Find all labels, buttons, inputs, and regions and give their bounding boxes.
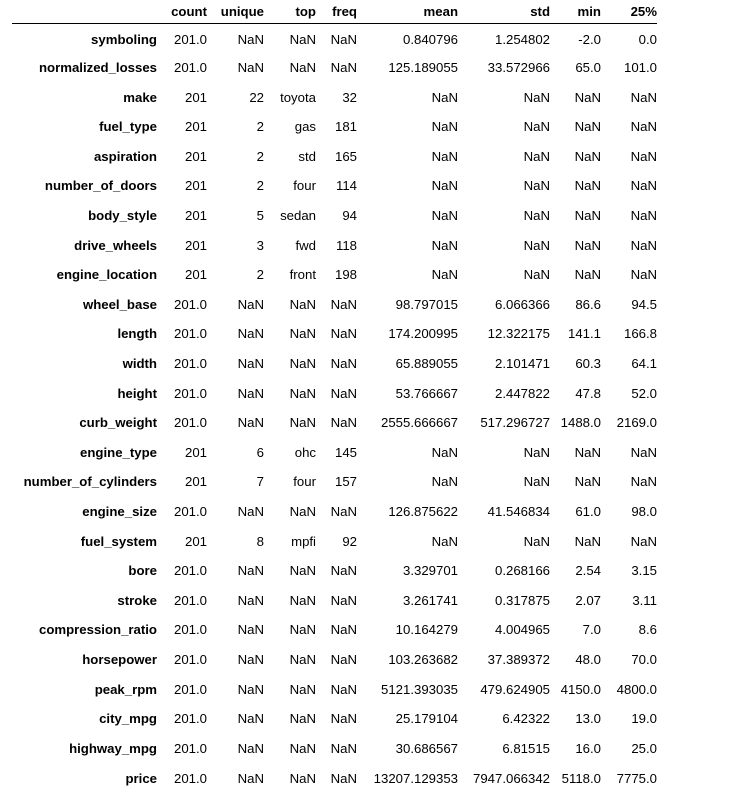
table-cell: 65.0: [575, 59, 601, 75]
table-cell: NaN: [289, 563, 316, 579]
table-cell: 7947.066342: [472, 770, 550, 786]
table-row: [12, 319, 657, 349]
table-cell: NaN: [523, 148, 550, 164]
table-cell: 201: [184, 237, 207, 253]
table-cell: 25.0: [631, 740, 657, 756]
table-cell: NaN: [237, 740, 264, 756]
table-cell: NaN: [431, 237, 458, 253]
table-cell: 13207.129353: [373, 770, 458, 786]
table-cell: NaN: [431, 148, 458, 164]
table-cell: 6.066366: [494, 296, 550, 312]
table-cell: NaN: [330, 740, 357, 756]
table-body: [12, 23, 657, 793]
row-index-label: stroke: [117, 592, 157, 608]
table-row: [12, 349, 657, 379]
table-cell: NaN: [431, 207, 458, 223]
row-index-label: engine_type: [80, 444, 157, 460]
table-cell: NaN: [523, 89, 550, 105]
table-cell: NaN: [289, 356, 316, 371]
table-cell: 8: [256, 533, 264, 549]
table-row: [12, 497, 657, 527]
column-header: count: [157, 1, 207, 23]
table-cell: 53.766667: [395, 385, 458, 401]
row-index-label: normalized_losses: [38, 59, 157, 75]
table-cell: NaN: [630, 207, 657, 223]
table-cell: NaN: [431, 444, 458, 460]
table-cell: 3: [256, 237, 264, 253]
table-cell: -2.0: [578, 31, 601, 47]
table-cell: NaN: [574, 533, 601, 549]
table-cell: 94.5: [631, 296, 657, 312]
table-cell: NaN: [237, 563, 264, 579]
table-cell: 201: [184, 474, 207, 490]
table-cell: NaN: [237, 356, 264, 371]
table-cell: 201.0: [173, 622, 207, 638]
table-cell: NaN: [237, 415, 264, 431]
table-cell: 201.0: [173, 415, 207, 431]
table-cell: front: [289, 267, 316, 283]
table-cell: fwd: [295, 237, 316, 253]
table-cell: gas: [294, 119, 316, 135]
table-cell: four: [293, 474, 316, 490]
table-row: [12, 230, 657, 260]
column-header: 25%: [601, 1, 657, 23]
table-cell: NaN: [237, 296, 264, 312]
table-cell: 5: [256, 207, 264, 223]
table-cell: 25.179104: [395, 711, 458, 727]
table-cell: NaN: [523, 267, 550, 283]
table-cell: 0.0: [638, 31, 657, 47]
row-index-label: length: [117, 326, 157, 342]
table-cell: 0.268166: [494, 563, 550, 579]
table-cell: 517.296727: [480, 415, 550, 431]
table-cell: NaN: [289, 592, 316, 608]
table-cell: 101.0: [623, 59, 657, 75]
table-row: [12, 645, 657, 675]
table-cell: NaN: [523, 444, 550, 460]
table-cell: 98.797015: [395, 296, 458, 312]
row-index-label: compression_ratio: [39, 622, 157, 638]
table-cell: NaN: [237, 711, 264, 727]
table-cell: 3.261741: [402, 592, 458, 608]
table-row: [12, 734, 657, 764]
table-row: [12, 704, 657, 734]
table-cell: 198: [334, 267, 357, 283]
row-index-label: aspiration: [93, 148, 157, 164]
table-cell: NaN: [237, 31, 264, 47]
table-cell: 5118.0: [561, 770, 601, 786]
table-cell: 201: [184, 89, 207, 105]
table-cell: 201.0: [173, 740, 207, 756]
table-cell: NaN: [330, 504, 357, 520]
table-cell: 201: [184, 267, 207, 283]
table-cell: 1.254802: [494, 31, 550, 47]
table-cell: NaN: [330, 770, 357, 786]
table-cell: 41.546834: [487, 504, 550, 520]
table-cell: NaN: [574, 237, 601, 253]
table-cell: four: [293, 178, 316, 194]
table-cell: 61.0: [575, 504, 601, 520]
table-cell: NaN: [330, 385, 357, 401]
table-cell: NaN: [330, 296, 357, 312]
table-cell: NaN: [330, 415, 357, 431]
table-cell: 201: [184, 207, 207, 223]
table-cell: 47.8: [575, 385, 601, 401]
table-cell: NaN: [431, 119, 458, 135]
table-cell: NaN: [237, 652, 264, 668]
table-cell: NaN: [330, 356, 357, 371]
row-index-label: curb_weight: [79, 415, 157, 431]
table-cell: NaN: [237, 326, 264, 342]
table-cell: 98.0: [631, 504, 657, 520]
table-cell: 3.15: [631, 563, 657, 579]
column-header: unique: [207, 1, 264, 23]
table-cell: NaN: [289, 711, 316, 727]
table-cell: 181: [334, 119, 357, 135]
table-cell: 19.0: [631, 711, 657, 727]
table-cell: 5121.393035: [380, 681, 458, 697]
table-cell: 201.0: [173, 681, 207, 697]
table-cell: NaN: [630, 444, 657, 460]
table-cell: NaN: [289, 326, 316, 342]
table-cell: NaN: [289, 770, 316, 786]
table-cell: 125.189055: [388, 59, 458, 75]
row-index-label: city_mpg: [99, 711, 157, 727]
table-cell: NaN: [330, 622, 357, 638]
table-cell: NaN: [330, 681, 357, 697]
table-cell: NaN: [330, 31, 357, 47]
table-cell: NaN: [574, 474, 601, 490]
table-cell: NaN: [289, 681, 316, 697]
table-cell: 2: [256, 148, 264, 164]
table-row: [12, 82, 657, 112]
table-cell: NaN: [574, 119, 601, 135]
table-row: [12, 53, 657, 83]
table-row: [12, 378, 657, 408]
table-row: [12, 289, 657, 319]
table-cell: 94: [342, 207, 357, 223]
table-row: [12, 438, 657, 468]
describe-table: [12, 1, 657, 793]
table-cell: 7.0: [582, 622, 601, 638]
table-cell: 118: [335, 237, 357, 253]
table-cell: NaN: [237, 504, 264, 520]
column-header: mean: [357, 1, 458, 23]
row-index-label: peak_rpm: [94, 681, 157, 697]
header-row: [12, 1, 657, 23]
table-cell: 157: [334, 474, 357, 490]
table-cell: sedan: [280, 207, 316, 223]
table-cell: NaN: [237, 681, 264, 697]
table-cell: NaN: [289, 504, 316, 520]
row-index-label: engine_size: [82, 504, 157, 520]
table-cell: 126.875622: [388, 504, 458, 520]
table-cell: NaN: [523, 237, 550, 253]
table-cell: NaN: [237, 385, 264, 401]
table-cell: NaN: [523, 533, 550, 549]
table-cell: 33.572966: [487, 59, 550, 75]
table-cell: 48.0: [575, 652, 601, 668]
table-cell: 3.329701: [402, 563, 458, 579]
table-cell: 0.840796: [402, 31, 458, 47]
table-cell: NaN: [574, 207, 601, 223]
table-row: [12, 201, 657, 231]
table-cell: NaN: [289, 652, 316, 668]
table-cell: 2.54: [575, 563, 601, 579]
table-cell: NaN: [431, 474, 458, 490]
table-cell: 4800.0: [616, 681, 657, 697]
table-cell: std: [298, 148, 316, 164]
table-cell: NaN: [237, 622, 264, 638]
table-cell: 3.11: [632, 592, 657, 608]
table-cell: 201.0: [173, 711, 207, 727]
table-cell: 10.164279: [395, 622, 458, 638]
table-cell: NaN: [431, 533, 458, 549]
row-index-label: horsepower: [82, 652, 157, 668]
column-header: std: [458, 1, 550, 23]
table-cell: 92: [342, 533, 357, 549]
table-cell: 174.200995: [388, 326, 458, 342]
table-cell: NaN: [289, 296, 316, 312]
row-index-label: engine_location: [56, 267, 157, 283]
table-cell: 86.6: [575, 296, 601, 312]
table-cell: 6.42322: [502, 711, 550, 727]
row-index-label: fuel_system: [80, 533, 157, 549]
table-cell: 2: [256, 119, 264, 135]
index-header: [12, 1, 157, 23]
table-cell: 4150.0: [560, 681, 601, 697]
table-cell: 201: [184, 178, 207, 194]
table-cell: 1488.0: [560, 415, 601, 431]
table-row: [12, 112, 657, 142]
table-cell: NaN: [523, 474, 550, 490]
row-index-label: width: [122, 356, 157, 371]
table-cell: NaN: [574, 444, 601, 460]
table-cell: NaN: [330, 326, 357, 342]
row-index-label: wheel_base: [82, 296, 157, 312]
table-cell: 2.447822: [494, 385, 550, 401]
table-cell: 2: [256, 267, 264, 283]
table-cell: NaN: [431, 89, 458, 105]
table-cell: 16.0: [575, 740, 601, 756]
row-index-label: body_style: [88, 207, 157, 223]
table-cell: NaN: [237, 770, 264, 786]
table-cell: 4.004965: [494, 622, 550, 638]
table-row: [12, 586, 657, 616]
table-cell: 2.07: [575, 592, 601, 608]
table-cell: 201.0: [173, 296, 207, 312]
table-cell: toyota: [280, 89, 316, 105]
table-row: [12, 141, 657, 171]
table-cell: NaN: [330, 592, 357, 608]
table-cell: NaN: [630, 533, 657, 549]
table-cell: 114: [335, 178, 357, 194]
table-cell: 166.8: [623, 326, 657, 342]
table-cell: 30.686567: [395, 740, 458, 756]
table-cell: NaN: [630, 148, 657, 164]
row-index-label: number_of_cylinders: [23, 474, 157, 490]
table-cell: 201: [184, 119, 207, 135]
table-cell: 2: [256, 178, 264, 194]
row-index-label: bore: [128, 563, 157, 579]
table-cell: NaN: [630, 267, 657, 283]
table-cell: 201.0: [173, 59, 207, 75]
table-row: [12, 23, 657, 53]
table-cell: 2169.0: [616, 415, 657, 431]
table-cell: 201: [184, 148, 207, 164]
table-row: [12, 408, 657, 438]
row-index-label: fuel_type: [99, 119, 157, 135]
table-row: [12, 467, 657, 497]
table-cell: 201.0: [173, 592, 207, 608]
table-cell: 64.1: [631, 356, 657, 371]
table-cell: 70.0: [631, 652, 657, 668]
table-cell: NaN: [574, 178, 601, 194]
row-index-label: height: [117, 385, 157, 401]
table-row: [12, 526, 657, 556]
table-cell: 145: [334, 444, 357, 460]
table-cell: NaN: [289, 415, 316, 431]
row-index-label: symboling: [91, 31, 157, 47]
table-cell: 103.263682: [388, 652, 458, 668]
table-cell: NaN: [431, 267, 458, 283]
table-cell: NaN: [523, 207, 550, 223]
table-cell: ohc: [294, 444, 316, 460]
table-cell: 201: [184, 533, 207, 549]
table-cell: 13.0: [575, 711, 601, 727]
table-cell: 2.101471: [494, 356, 550, 371]
table-cell: 52.0: [631, 385, 657, 401]
table-cell: 8.6: [638, 622, 657, 638]
row-index-label: make: [123, 89, 157, 105]
table-cell: NaN: [330, 711, 357, 727]
table-cell: NaN: [330, 59, 357, 75]
table-cell: NaN: [330, 563, 357, 579]
table-cell: NaN: [523, 119, 550, 135]
table-cell: NaN: [630, 237, 657, 253]
table-cell: NaN: [431, 178, 458, 194]
table-row: [12, 171, 657, 201]
table-row: [12, 556, 657, 586]
table-cell: 201.0: [173, 385, 207, 401]
table-cell: 201.0: [173, 31, 207, 47]
table-cell: 165: [334, 148, 357, 164]
table-row: [12, 674, 657, 704]
table-cell: NaN: [630, 474, 657, 490]
table-cell: NaN: [630, 178, 657, 194]
row-index-label: number_of_doors: [44, 178, 157, 194]
table-cell: 6: [256, 444, 264, 460]
table-cell: 22: [249, 89, 264, 105]
table-cell: NaN: [289, 31, 316, 47]
table-cell: NaN: [523, 178, 550, 194]
table-cell: mpfi: [291, 533, 316, 549]
table-row: [12, 763, 657, 793]
table-cell: 65.889055: [395, 356, 458, 371]
table-cell: 2555.666667: [380, 415, 458, 431]
table-cell: 12.322175: [487, 326, 550, 342]
table-cell: 201.0: [173, 770, 207, 786]
table-cell: 0.317875: [494, 592, 550, 608]
table-cell: 479.624905: [480, 681, 550, 697]
table-cell: NaN: [289, 59, 316, 75]
table-cell: NaN: [237, 59, 264, 75]
table-cell: NaN: [289, 385, 316, 401]
table-cell: NaN: [630, 119, 657, 135]
table-cell: 201.0: [173, 563, 207, 579]
table-cell: NaN: [289, 740, 316, 756]
column-header: min: [550, 1, 601, 23]
table-cell: 201.0: [173, 326, 207, 342]
table-cell: 60.3: [575, 356, 601, 371]
table-cell: 201.0: [173, 504, 207, 520]
table-cell: 201.0: [173, 652, 207, 668]
table-cell: 7: [256, 474, 264, 490]
table-cell: NaN: [330, 652, 357, 668]
table-cell: 32: [342, 89, 357, 105]
row-index-label: price: [125, 770, 157, 786]
table-row: [12, 260, 657, 290]
table-cell: 37.389372: [487, 652, 550, 668]
table-row: [12, 615, 657, 645]
table-cell: 201: [184, 444, 207, 460]
table-cell: NaN: [574, 148, 601, 164]
table-cell: NaN: [574, 89, 601, 105]
row-index-label: drive_wheels: [74, 237, 157, 253]
table-cell: 6.81515: [502, 740, 550, 756]
table-cell: NaN: [630, 89, 657, 105]
table-cell: NaN: [289, 622, 316, 638]
table-cell: 7775.0: [616, 770, 657, 786]
row-index-label: highway_mpg: [69, 740, 157, 756]
column-header: freq: [316, 1, 357, 23]
table-cell: NaN: [574, 267, 601, 283]
column-header: top: [264, 1, 316, 23]
table-cell: NaN: [237, 592, 264, 608]
table-cell: 141.1: [567, 326, 601, 342]
table-cell: 201.0: [173, 356, 207, 371]
